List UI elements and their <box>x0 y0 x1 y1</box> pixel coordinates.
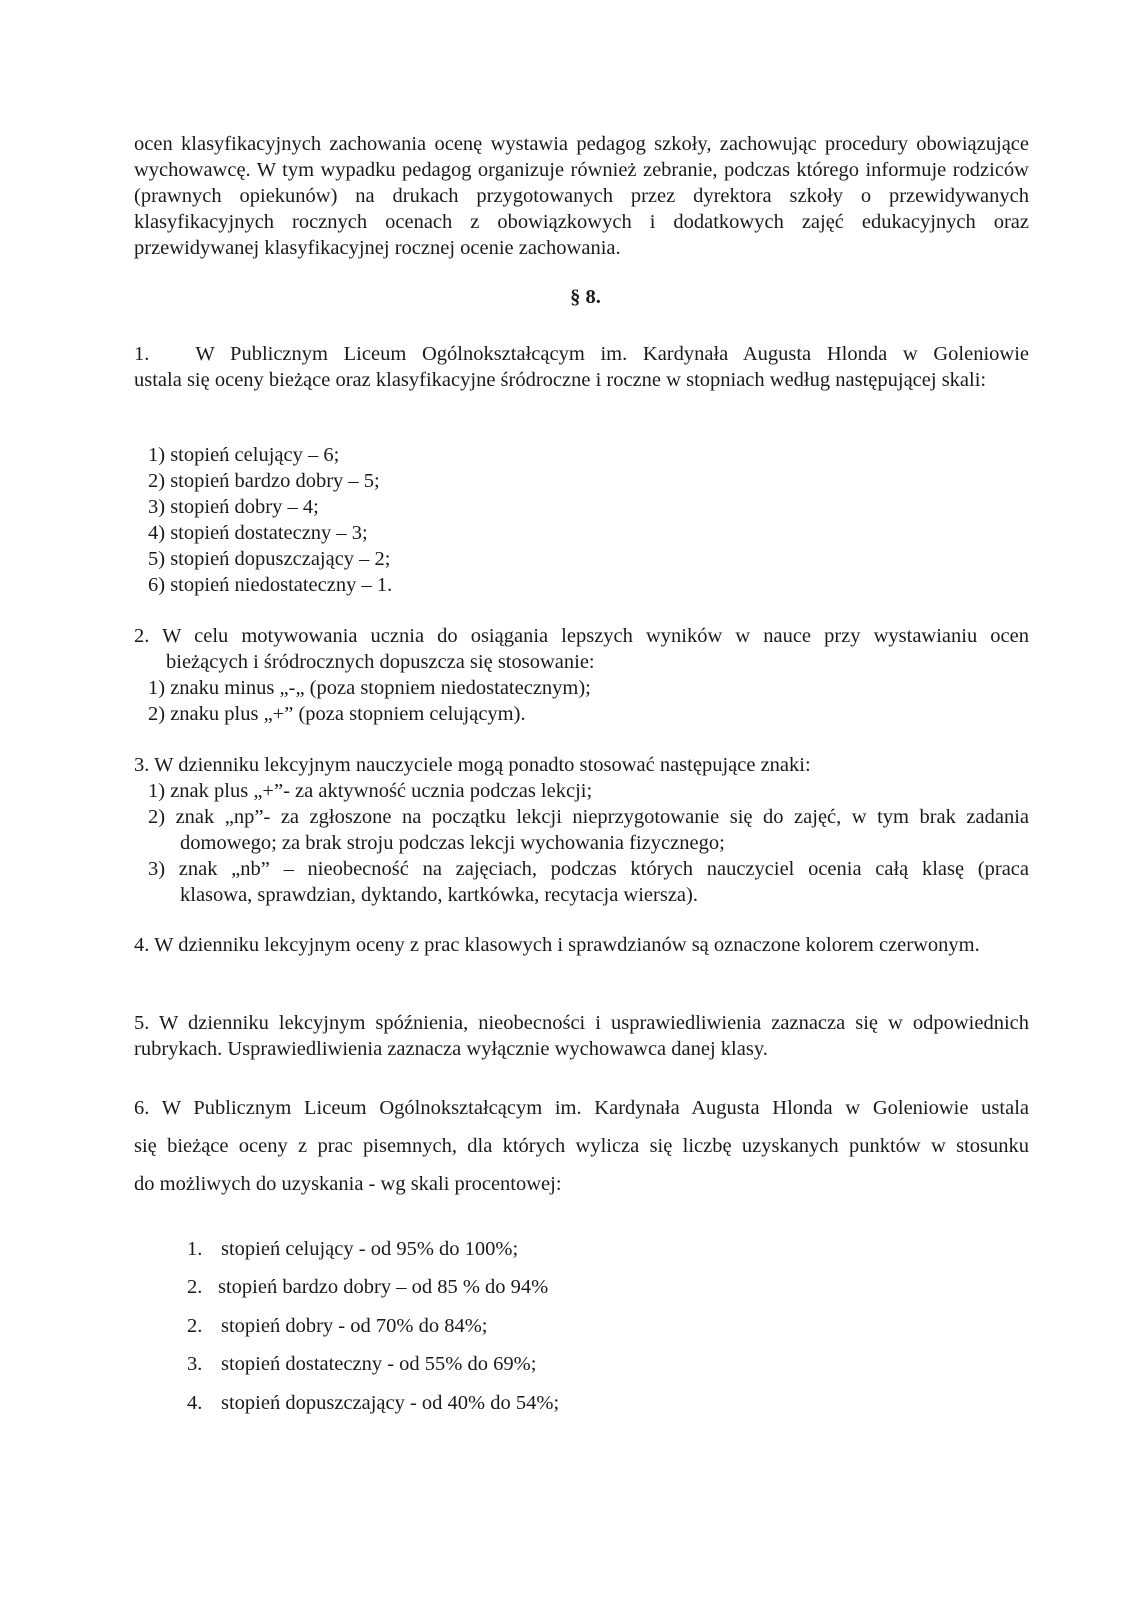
list-item-continuation: klasowa, sprawdzian, dyktando, kartkówka, recytacja wiersza). <box>180 884 698 906</box>
list-item-text: stopień dobry - od 70% do 84%; <box>221 1315 488 1337</box>
point1-line1: W Publicznym Liceum Ogólnokształcącym im. Kardynała Augusta Hlonda w Goleniowie <box>195 343 1029 365</box>
list-item-continuation: domowego; za brak stroju podczas lekcji wychowania fizycznego; <box>180 832 725 854</box>
list-item-number: 2. <box>187 1315 203 1337</box>
list-item: 3) znak „nb” – nieobecność na zajęciach, podczas których nauczyciel ocenia całą klasę (praca <box>148 858 1029 880</box>
point2-line1: 2. W celu motywowania ucznia do osiągania lepszych wyników w nauce przy wystawianiu ocen <box>134 625 1029 647</box>
point6-line3: do możliwych do uzyskania - wg skali procentowej: <box>134 1173 562 1195</box>
list-item <box>187 1390 559 1416</box>
list-item-text: stopień celujący - od 95% do 100%; <box>221 1238 519 1260</box>
list-item: 1) stopień celujący – 6; <box>148 444 340 466</box>
point6-line1: 6. W Publicznym Liceum Ogólnokształcącym im. Kardynała Augusta Hlonda w Goleniowie ustala <box>134 1097 1029 1119</box>
list-item: 4) stopień dostateczny – 3; <box>148 522 368 544</box>
list-item: 1) znak plus „+”- za aktywność ucznia podczas lekcji; <box>148 780 593 802</box>
point2-line2: bieżących i śródrocznych dopuszcza się stosowanie: <box>166 651 595 673</box>
section-heading: § 8. <box>570 286 601 308</box>
list-item-text: stopień bardzo dobry – od 85 % do 94% <box>218 1276 549 1298</box>
list-item: 3) stopień dobry – 4; <box>148 496 319 518</box>
list-item-text: stopień dopuszczający - od 40% do 54%; <box>221 1392 560 1414</box>
point4-paragraph: 4. W dzienniku lekcyjnym oceny z prac klasowych i sprawdzianów są oznaczone kolorem czerwonym. <box>134 934 980 956</box>
list-item: 1) znaku minus „-„ (poza stopniem niedostatecznym); <box>148 677 591 699</box>
list-item-number: 3. <box>187 1353 203 1375</box>
list-item: 2) znak „np”- za zgłoszone na początku lekcji nieprzygotowanie się do zajęć, w tym brak zadania <box>148 806 1029 828</box>
list-item: 6) stopień niedostateczny – 1. <box>148 574 393 596</box>
list-item-number: 2. <box>187 1276 203 1298</box>
list-item: 2) stopień bardzo dobry – 5; <box>148 470 380 492</box>
intro-paragraph: ocen klasyfikacyjnych zachowania ocenę wystawia pedagog szkoły, zachowując procedury obowiązujące wychowawcę. W tym wypadku pedagog organizuje również zebranie, podczas którego informuje rodziców (prawnych opiekunów) na drukach przygotowanych przez dyrektora szkoły o przewidywanych klasyfikacyjnych rocznych ocenach z obowiązkowych i dodatkowych zajęć edukacyjnych oraz przewidywanej klasyfikacyjnej rocznej ocenie zachowania. <box>134 133 1029 259</box>
point3-line1: 3. W dzienniku lekcyjnym nauczyciele mogą ponadto stosować następujące znaki: <box>134 754 811 776</box>
point1-rest: ustala się oceny bieżące oraz klasyfikacyjne śródroczne i roczne w stopniach według następującej skali: <box>134 369 987 391</box>
list-item <box>187 1351 536 1377</box>
point6-line2: się bieżące oceny z prac pisemnych, dla których wylicza się liczbę uzyskanych punktów w stosunku <box>134 1135 1029 1157</box>
list-item <box>187 1236 518 1262</box>
point1-number: 1. <box>134 343 150 365</box>
list-item <box>187 1313 487 1339</box>
list-item-number: 4. <box>187 1392 203 1414</box>
list-item-number: 1. <box>187 1238 203 1260</box>
point5-paragraph: 5. W dzienniku lekcyjnym spóźnienia, nieobecności i usprawiedliwienia zaznacza się w odpowiednich rubrykach. Usprawiedliwienia zaznacza wyłącznie wychowawca danej klasy. <box>134 1012 1029 1060</box>
list-item <box>187 1274 548 1300</box>
list-item: 2) znaku plus „+” (poza stopniem celującym). <box>148 703 526 725</box>
point1-first-line <box>134 341 1029 367</box>
list-item: 5) stopień dopuszczający – 2; <box>148 548 391 570</box>
list-item-text: stopień dostateczny - od 55% do 69%; <box>221 1353 537 1375</box>
